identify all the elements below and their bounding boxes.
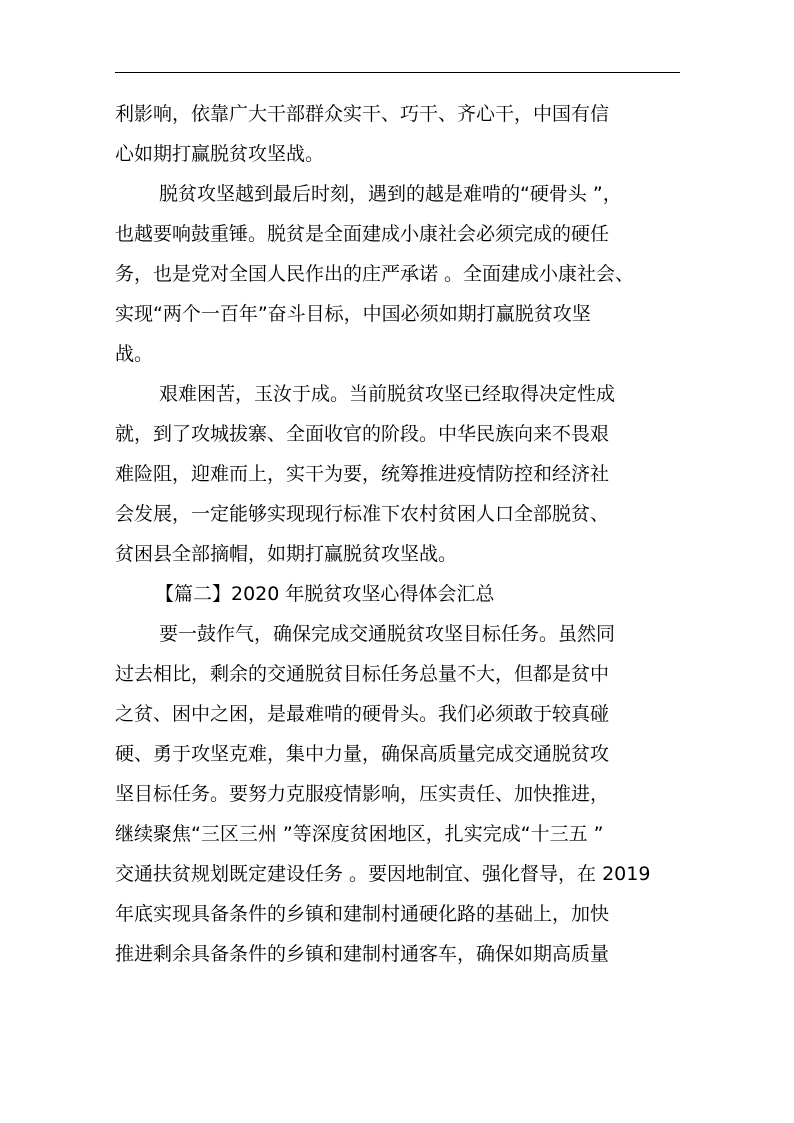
paragraph-line: 实现“两个一百年”奋斗目标，中国必须如期打赢脱贫攻坚 <box>115 303 591 325</box>
paragraph-line: 继续聚焦“三区三州 ”等深度贫困地区，扎实完成“十三五 ” <box>115 823 604 845</box>
section-heading: 【篇二】2020 年脱贫攻坚心得体会汇总 <box>155 583 495 605</box>
paragraph-line: 贫困县全部摘帽，如期打赢脱贫攻坚战。 <box>115 543 458 565</box>
paragraph-line: 就，到了攻城拔寨、全面收官的阶段。中华民族向来不畏艰 <box>115 423 610 445</box>
paragraph-line: 坚目标任务。要努力克服疫情影响，压实责任、加快推进， <box>115 783 610 805</box>
paragraph-line: 要一鼓作气，确保完成交通脱贫攻坚目标任务。虽然同 <box>159 623 616 645</box>
paragraph-line: 过去相比，剩余的交通脱贫目标任务总量不大，但都是贫中 <box>115 663 610 685</box>
paragraph-line: 心如期打赢脱贫攻坚战。 <box>115 143 325 165</box>
paragraph-line: 难险阻，迎难而上，实干为要，统筹推进疫情防控和经济社 <box>115 463 610 485</box>
paragraph-line: 务，也是党对全国人民作出的庄严承诺 。全面建成小康社会、 <box>115 263 635 285</box>
paragraph-line: 艰难困苦，玉汝于成。当前脱贫攻坚已经取得决定性成 <box>159 383 616 405</box>
paragraph-line: 年底实现具备条件的乡镇和建制村通硬化路的基础上，加快 <box>115 903 610 925</box>
paragraph-line: 也越要响鼓重锤。脱贫是全面建成小康社会必须完成的硬任 <box>115 223 610 245</box>
paragraph-line: 战。 <box>115 343 154 365</box>
paragraph-line: 利影响，依靠广大干部群众实干、巧干、齐心干，中国有信 <box>115 103 610 125</box>
paragraph-line: 交通扶贫规划既定建设任务 。要因地制宜、强化督导，在 2019 <box>115 863 651 885</box>
document-body <box>115 94 685 974</box>
paragraph-line: 脱贫攻坚越到最后时刻，遇到的越是难啃的“硬骨头 ”， <box>159 183 622 205</box>
paragraph-line: 推进剩余具备条件的乡镇和建制村通客车，确保如期高质量 <box>115 943 610 965</box>
header-rule <box>115 72 680 73</box>
paragraph-line: 会发展，一定能够实现现行标准下农村贫困人口全部脱贫、 <box>115 503 610 525</box>
paragraph-line: 硬、勇于攻坚克难，集中力量，确保高质量完成交通脱贫攻 <box>115 743 610 765</box>
paragraph-line: 之贫、困中之困，是最难啃的硬骨头。我们必须敢于较真碰 <box>115 703 610 725</box>
